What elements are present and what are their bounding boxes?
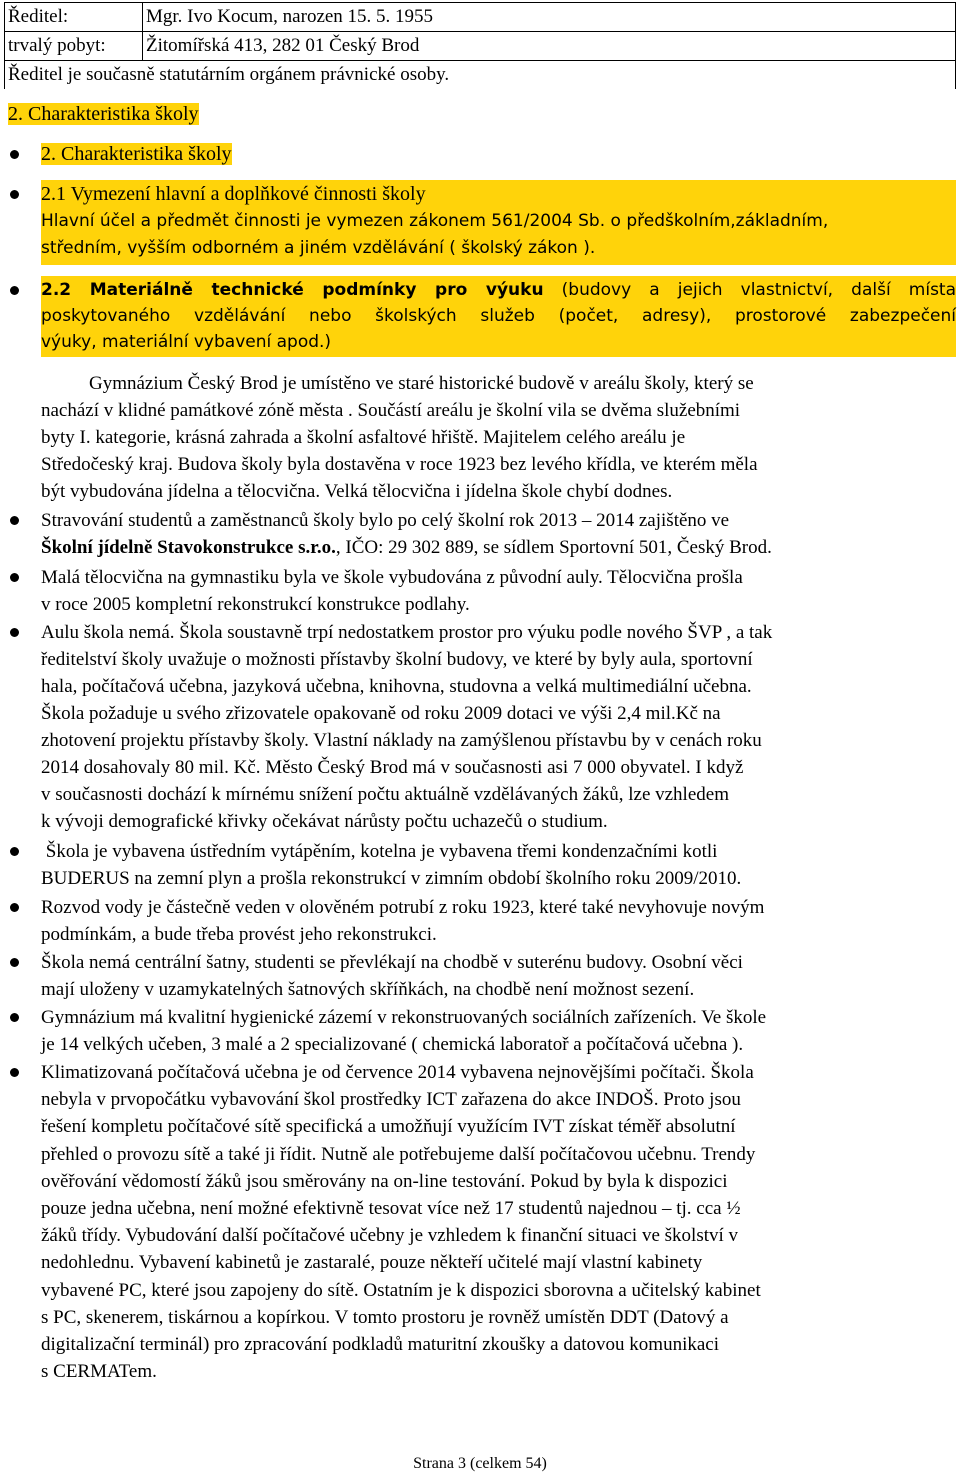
statutory-note: Ředitel je současně statutárním orgánem právnické osoby. (5, 61, 956, 90)
bullet-icon (10, 150, 19, 159)
list-item: Škola nemá centrální šatny, studenti se převlékají na chodbě v suterénu budovy. Osobní věci mají uloženy v uzamykatelných šatnových skříňkách, na chodbě není možnost sezení. (41, 952, 743, 1000)
director-info-table (4, 2, 956, 89)
section-2-1 (41, 181, 956, 262)
bullet-icon (10, 190, 19, 199)
director-value: Mgr. Ivo Kocum, narozen 15. 5. 1955 (143, 3, 956, 32)
section-2-2-line: poskytovaného vzdělávání nebo školských služeb (počet, adresy), prostorové zabezpečení (41, 306, 956, 326)
bullet-icon (10, 516, 19, 525)
bullet-icon (10, 1013, 19, 1022)
bullet-icon (10, 847, 19, 856)
intro-paragraph: Gymnázium Český Brod je umístěno ve staré historické budově v areálu školy, který se nachází v klidné památkové zóně města . Součástí areálu je školní vila se dvěma služebními byty I. kategorie, krásná zahrada a školní asfaltové hřiště. Majitelem celého areálu je Středočeský kraj. Budova školy byla dostavěna v roce 1923 bez levého křídla, ve kterém měla být vybudována jídelna a tělocvična. Velká tělocvična i jídelna škole chybí dodnes. (41, 373, 758, 502)
residence-value: Žitomířská 413, 282 01 Český Brod (143, 32, 956, 61)
section-2-1-line: středním, vyšším odborném a jiném vzdělávání ( školský zákon ). (41, 238, 596, 258)
section-2-2-line: (budovy a jejich vlastnictví, další místa (561, 280, 957, 300)
section-2-1-title: 2.1 Vymezení hlavní a doplňkové činnosti školy (41, 183, 426, 205)
director-label: Ředitel: (5, 3, 143, 32)
info-row-residence (5, 32, 956, 61)
canteen-name: Školní jídelně Stavokonstrukce s.r.o. (41, 537, 336, 558)
residence-label: trvalý pobyt: (5, 32, 143, 61)
list-item: Škola je vybavena ústředním vytápěním, kotelna je vybavena třemi kondenzačními kotli BUDERUS na zemní plyn a prošla rekonstrukcí v zimním období školního roku 2009/2010. (41, 841, 742, 889)
list-item: Malá tělocvična na gymnastiku byla ve škole vybudována z původní auly. Tělocvična prošla v roce 2005 kompletní rekonstrukcí konstrukce podlahy. (41, 567, 743, 615)
info-row-director (5, 3, 956, 32)
bullet-icon (10, 286, 19, 295)
section-2-2-title: 2.2 Materiálně technické podmínky pro výuku (41, 280, 544, 300)
page-number: Strana 3 (celkem 54) (413, 1455, 547, 1472)
list-item: Gymnázium má kvalitní hygienické zázemí v rekonstruovaných sociálních zařízeních. Ve škole je 14 velkých učeben, 3 malé a 2 specializované ( chemická laboratoř a počítačová učebna ). (41, 1007, 767, 1055)
bullet-icon (10, 628, 19, 637)
bullet-icon (10, 958, 19, 967)
info-row-statutory (5, 61, 956, 90)
list-item: Rozvod vody je částečně veden v olověném potrubí z roku 1923, které také nevyhovuje novým podmínkám, a bude třeba provést jeho rekonstrukci. (41, 897, 765, 945)
list-item: Aulu škola nemá. Škola soustavně trpí nedostatkem prostor pro výuku podle nového ŠVP , a tak ředitelství školy uvažuje o možnosti přístavby školní budovy, ve které by byly aula, sportovní hala, počítačová učebna, jazyková učebna, knihovna, studovna a velká multimediální učebna. Škola požaduje u svého zřizovatele opakovaně od roku 2009 dotaci ve výši 2,4 mil.Kč na zhotovení projektu přístavby školy. Vlastní náklady na zamýšlenou přístavbu by v cenách roku 2014 dosahovaly 80 mil. Kč. Město Český Brod má v současnosti asi 7 000 obyvatel. I když v současnosti dochází k mírnému snížení počtu aktuálně vzdělávaných žáků, lze vzhledem k vývoji demografické křivky očekávat nárůsty počtu uchazečů o studium. (41, 622, 773, 832)
section-2-2-line: výuky, materiální vybavení apod.) (41, 332, 332, 352)
bullet-icon (10, 903, 19, 912)
bullet-icon (10, 573, 19, 582)
catering-item: Stravování studentů a zaměstnanců školy bylo po celý školní rok 2013 – 2014 zajištěno ve Školní jídelně Stavokonstrukce s.r.o., IČO: 29 302 889, se sídlem Sportovní 501, Český Brod. (41, 510, 772, 558)
bullet-icon (10, 1068, 19, 1077)
section-heading-bulleted: 2. Charakteristika školy (41, 143, 232, 165)
section-2-2 (41, 277, 956, 355)
section-2-1-line: Hlavní účel a předmět činnosti je vymezen zákonem 561/2004 Sb. o předškolním,základním, (41, 211, 829, 231)
list-item: Klimatizovaná počítačová učebna je od července 2014 vybavena nejnovějšími počítači. Škola nebyla v prvopočátku vybavování škol prostředky ICT zařazena do akce INDOŠ. Proto jsou řešení kompletu počítačové sítě specifická a umožňují využícím IVT získat téměř absolutní přehled o provozu sítě a také ji řídit. Nutně ale potřebujeme další počítačovou učebnu. Trendy ověřování vědomostí žáků jsou směrovány na on-line testování. Pokud by byla k dispozici pouze jedna učebna, není možné efektivně tesovat více než 17 studentů najednou – tj. cca ½ žáků třídy. Vybudování další počítačové učebny je vzhledem k finanční situaci ve školství v nedohlednu. Vybavení kabinetů je zastaralé, pouze někteří učitelé mají vlastní kabinety vybavené PC, které jsou zapojeny do sítě. Ostatním je k dispozici sborovna a učitelský kabinet s PC, skenerem, tiskárnou a kopírkou. V tomto prostoru je rovněž umístěn DDT (Datový a digitalizační terminál) pro zpracování podkladů maturitní zkoušky a datovou komunikaci s CERMATem. (41, 1062, 761, 1383)
section-heading-plain: 2. Charakteristika školy (8, 103, 199, 125)
